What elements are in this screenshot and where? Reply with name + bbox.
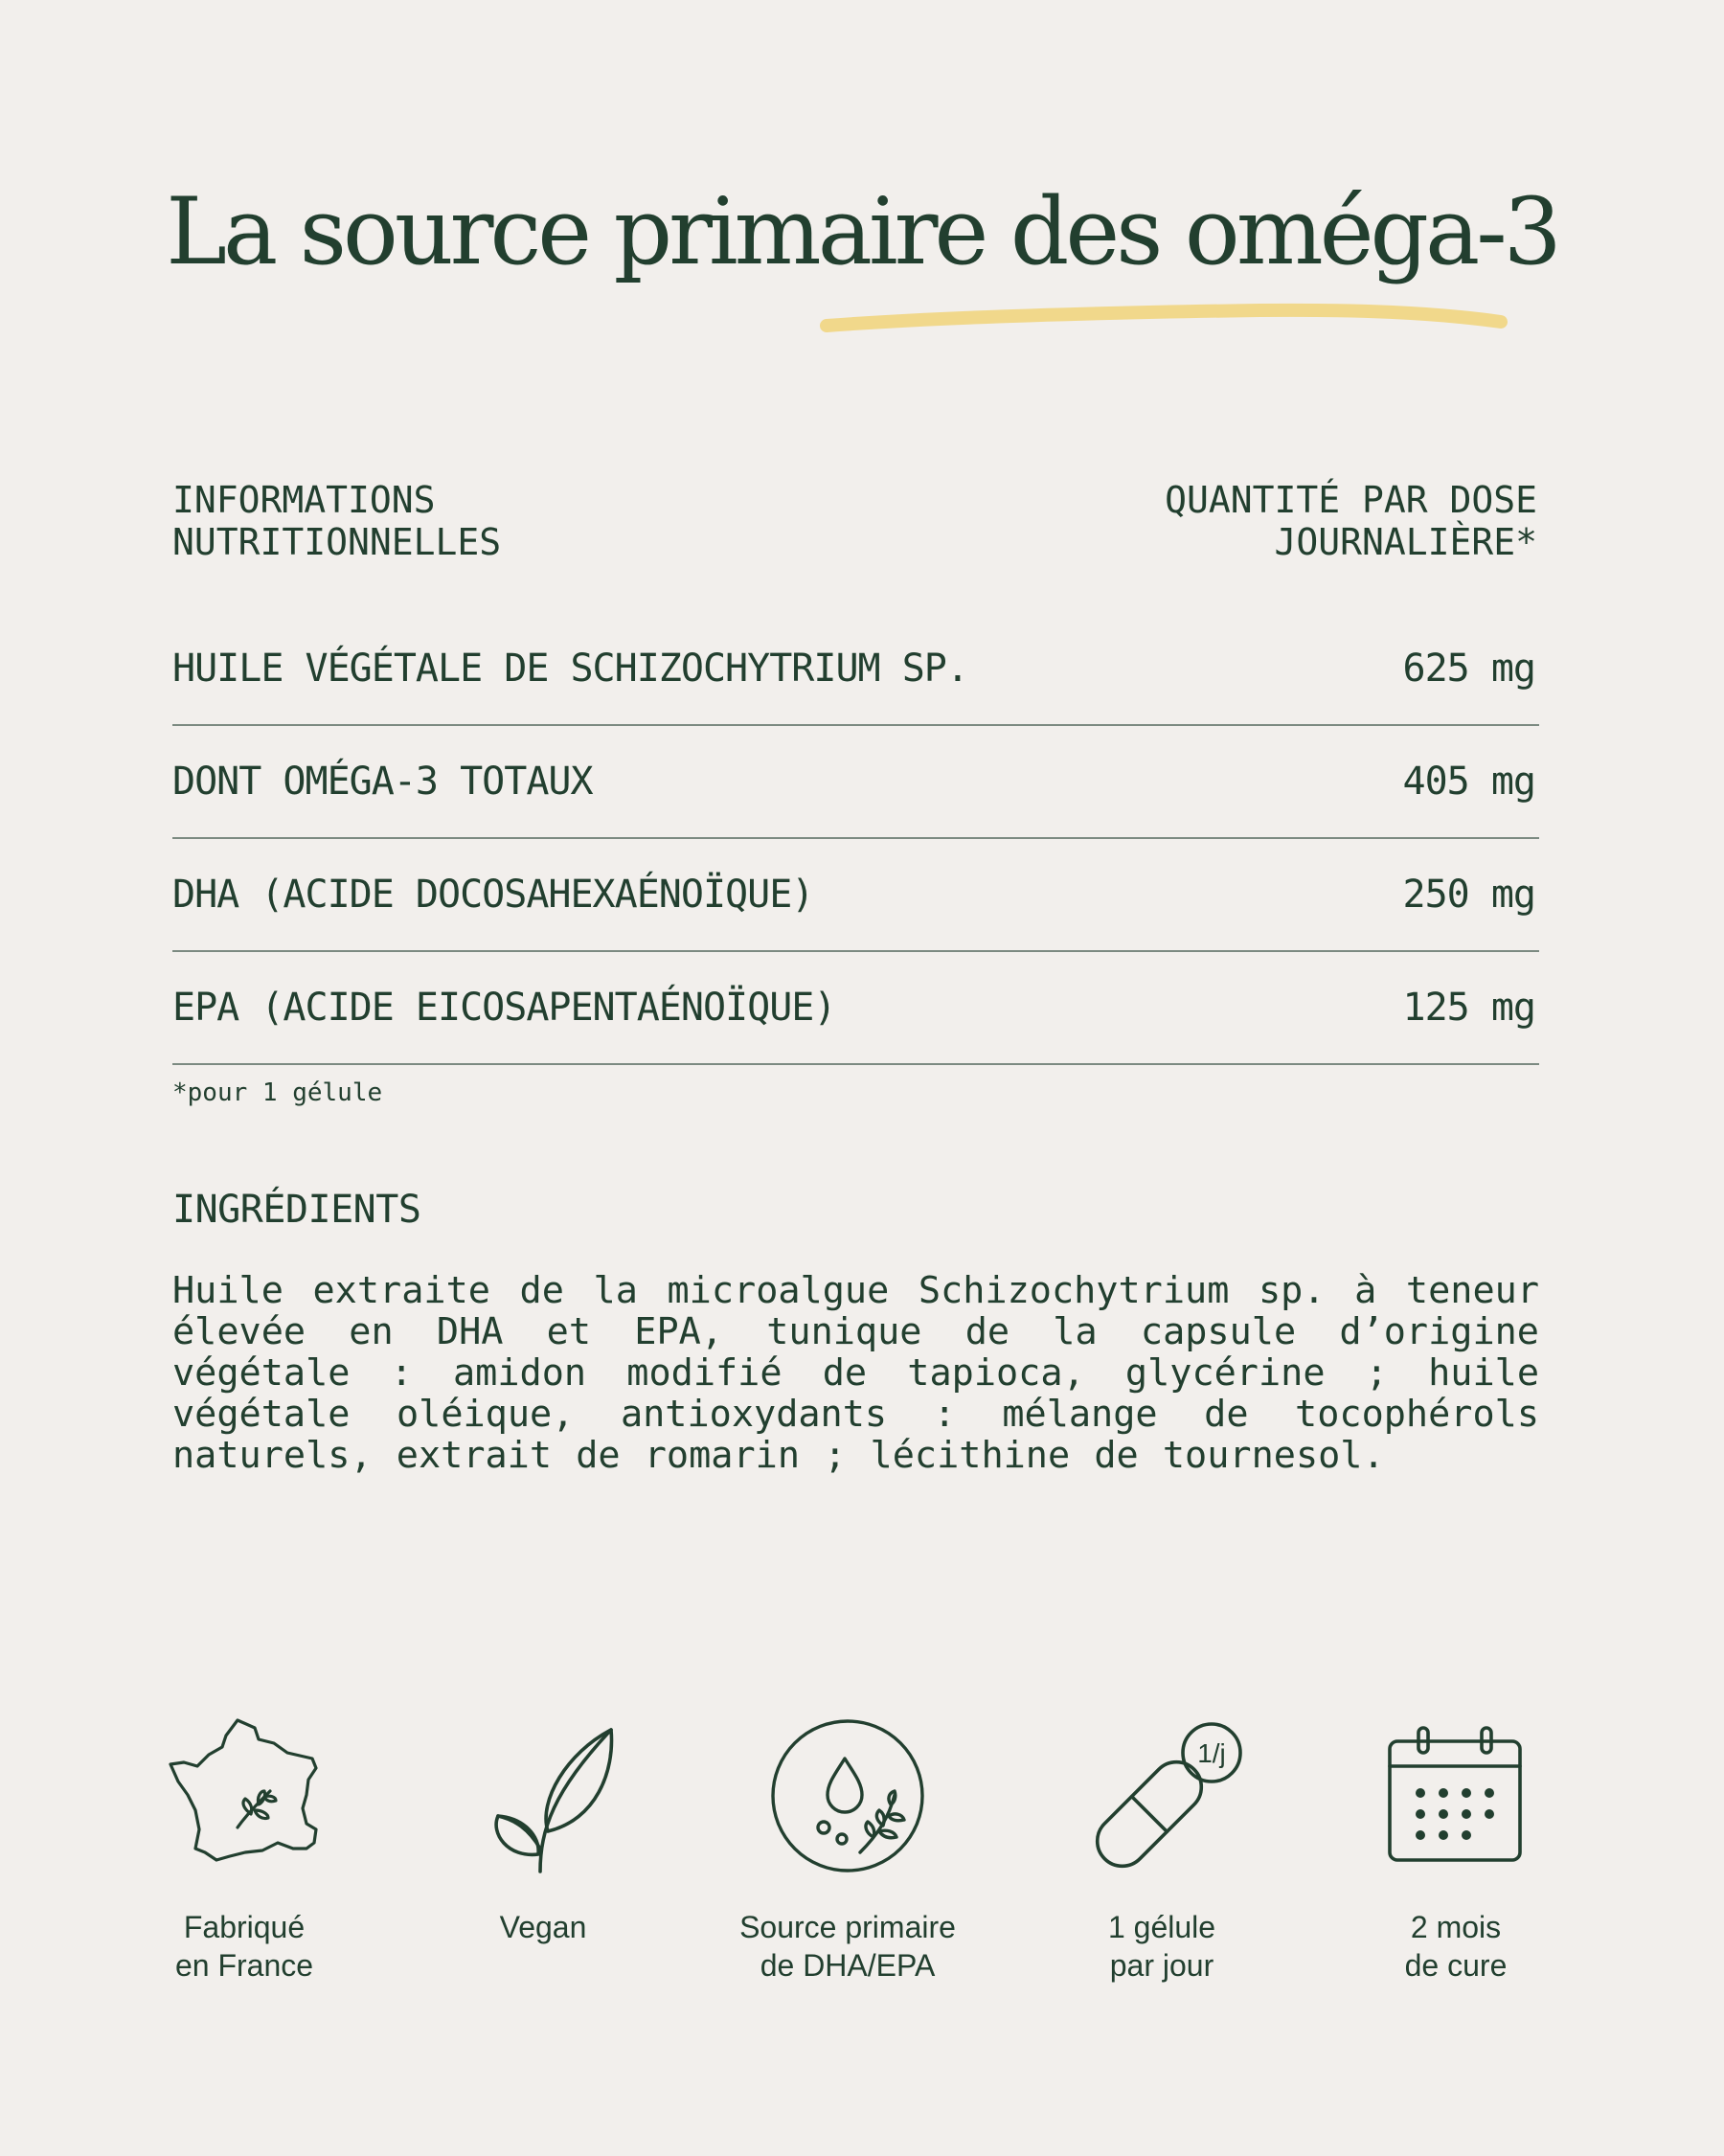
france-map-icon	[163, 1714, 326, 1877]
ingredients-title: INGRÉDIENTS	[172, 1188, 421, 1232]
label-line: 1 gélule	[1107, 1910, 1216, 1944]
label-line: Vegan	[499, 1910, 587, 1944]
nutrition-footnote: *pour 1 gélule	[172, 1078, 383, 1107]
feature-label	[1018, 1908, 1305, 1985]
feature-item	[704, 1714, 991, 1985]
nutrition-header-right	[1165, 479, 1537, 564]
nutrition-table	[172, 613, 1539, 1065]
row-value: 625 mg	[1402, 647, 1535, 691]
capsule-badge: 1/j	[1197, 1738, 1226, 1768]
row-label: DHA (ACIDE DOCOSAHEXAÉNOÏQUE)	[172, 873, 814, 917]
feature-label	[704, 1908, 991, 1985]
nutrition-header-left	[172, 479, 501, 564]
label-line: Fabriqué	[183, 1910, 306, 1944]
calendar-icon	[1374, 1714, 1537, 1877]
drop-algae-icon	[766, 1714, 929, 1877]
label-line: en France	[174, 1948, 314, 1983]
title-underline-accent	[819, 299, 1508, 337]
ingredients-text: Huile extraite de la microalgue Schizochytrium sp. à teneur élevée en DHA et EPA, tunique de la capsule d’origine végétale : amidon modifié de tapioca, glycérine ; huile végétale oléique, antioxydants : mélange de tocophérols naturels, extrait de romarin ; lécithine de tournesol.	[172, 1269, 1539, 1477]
label-line: de DHA/EPA	[760, 1948, 936, 1983]
table-row	[172, 839, 1539, 952]
table-row	[172, 613, 1539, 726]
label-line: 2 mois	[1410, 1910, 1502, 1944]
row-value: 405 mg	[1402, 760, 1535, 804]
page-title: La source primaire des oméga-3	[166, 178, 1558, 285]
label-line: Source primaire	[739, 1910, 956, 1944]
feature-item	[399, 1714, 687, 1946]
table-row	[172, 726, 1539, 839]
feature-label	[399, 1908, 687, 1946]
header-left-line: NUTRITIONNELLES	[172, 521, 502, 564]
row-label: HUILE VÉGÉTALE DE SCHIZOCHYTRIUM SP.	[172, 647, 968, 691]
feature-label	[101, 1908, 388, 1985]
row-label: DONT OMÉGA-3 TOTAUX	[172, 760, 593, 804]
row-value: 125 mg	[1402, 986, 1535, 1030]
feature-item	[1018, 1714, 1305, 1985]
feature-label	[1312, 1908, 1599, 1985]
capsule-icon	[1080, 1714, 1243, 1877]
header-right-line: QUANTITÉ PAR DOSE	[1165, 479, 1537, 521]
label-line: par jour	[1109, 1948, 1214, 1983]
feature-item	[101, 1714, 388, 1985]
row-value: 250 mg	[1402, 873, 1535, 917]
leaf-icon	[462, 1714, 624, 1877]
features-row	[0, 1714, 1724, 2002]
header-right-line: JOURNALIÈRE*	[1274, 521, 1537, 564]
header-left-line: INFORMATIONS	[172, 479, 436, 521]
table-row	[172, 952, 1539, 1065]
row-label: EPA (ACIDE EICOSAPENTAÉNOÏQUE)	[172, 986, 836, 1030]
label-line: de cure	[1404, 1948, 1508, 1983]
feature-item	[1312, 1714, 1599, 1985]
